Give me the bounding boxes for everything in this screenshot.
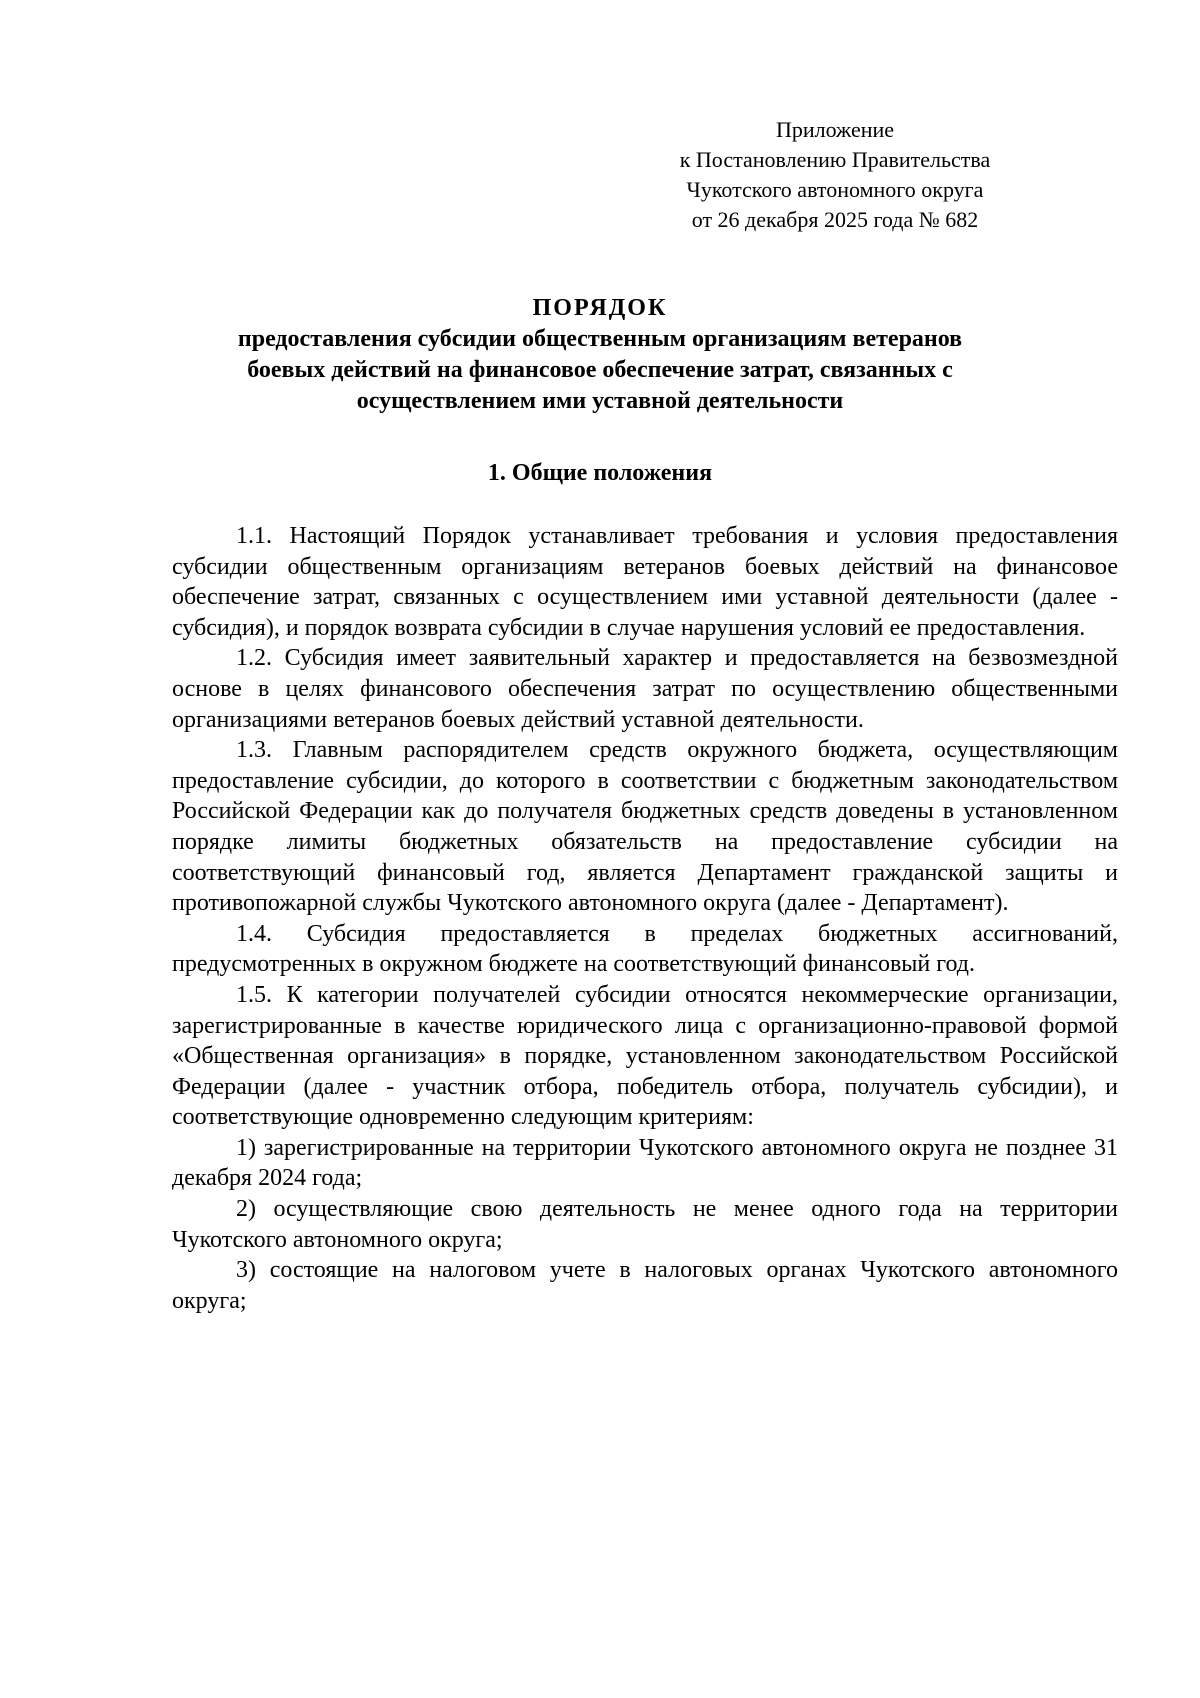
subtitle-line: боевых действий на финансовое обеспечение затрат, связанных с bbox=[247, 357, 953, 383]
appendix-line: Приложение bbox=[775, 117, 895, 142]
subtitle-line: осуществлением ими уставной деятельности bbox=[356, 388, 844, 414]
document-subtitle bbox=[150, 324, 1050, 417]
appendix-line: Чукотского автономного округа bbox=[686, 177, 984, 202]
appendix-block bbox=[640, 115, 1030, 235]
paragraph-1-5: 1.5. К категории получателей субсидии относятся некоммерческие организации, зарегистрированные в качестве юридического лица с организационно-правовой формой «Общественная организация» в порядке, установленном законодательством Российской Федерации (далее - участник отбора, победитель отбора, получатель субсидии), и соответствующие одновременно следующим критериям: bbox=[172, 981, 1118, 1131]
subtitle-line: предоставления субсидии общественным организациям ветеранов bbox=[237, 326, 963, 352]
paragraph-1-3: 1.3. Главным распорядителем средств окружного бюджета, осуществляющим предоставление субсидии, до которого в соответствии с бюджетным законодательством Российской Федерации как до получателя бюджетных средств доведены в установленном порядке лимиты бюджетных обязательств на предоставление субсидии на соответствующий финансовый год, является Департамент гражданской защиты и противопожарной службы Чукотского автономного округа (далее - Департамент). bbox=[172, 737, 1118, 917]
criterion-3: 3) состоящие на налоговом учете в налоговых органах Чукотского автономного округа; bbox=[172, 1257, 1118, 1314]
appendix-line: к Постановлению Правительства bbox=[679, 147, 991, 172]
paragraph-1-2: 1.2. Субсидия имеет заявительный характер и предоставляется на безвозмездной основе в целях финансового обеспечения затрат по осуществлению общественными организациями ветеранов боевых действий уставной деятельности. bbox=[172, 645, 1118, 733]
appendix-line: от 26 декабря 2025 года № 682 bbox=[691, 207, 979, 232]
criterion-2: 2) осуществляющие свою деятельность не менее одного года на территории Чукотского автономного округа; bbox=[172, 1196, 1118, 1253]
criterion-1: 1) зарегистрированные на территории Чукотского автономного округа не позднее 31 декабря 2024 года; bbox=[172, 1134, 1118, 1192]
section-heading: 1. Общие положения bbox=[487, 460, 713, 486]
paragraph-1-4: 1.4. Субсидия предоставляется в пределах бюджетных ассигнований, предусмотренных в окружном бюджете на соответствующий финансовый год. bbox=[172, 920, 1118, 978]
document-body bbox=[172, 521, 1118, 1316]
paragraph-1-1: 1.1. Настоящий Порядок устанавливает требования и условия предоставления субсидии общественным организациям ветеранов боевых действий на финансовое обеспечение затрат, связанных с осуществлением ими уставной деятельности (далее - субсидия), и порядок возврата субсидии в случае нарушения условий ее предоставления. bbox=[172, 523, 1118, 641]
document-title: ПОРЯДОК bbox=[532, 295, 668, 321]
